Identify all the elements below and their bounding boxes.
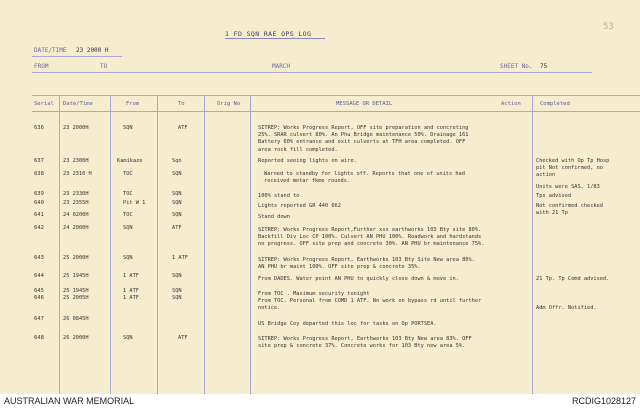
row-datetime: 24 2000H — [63, 225, 89, 231]
row-completed: Not confirmed checked with 21 Tp — [536, 203, 603, 217]
row-from: SQN — [123, 335, 133, 341]
row-to: ATF — [178, 335, 188, 341]
column-header-top-rule — [32, 95, 640, 96]
row-message: From DADES. Water point AN PHU to quickly close down & move in. — [258, 276, 459, 282]
col-header-completed: Completed — [540, 101, 570, 107]
col-divider — [157, 95, 158, 394]
column-header-bottom-rule — [32, 111, 640, 112]
col-header-from: From — [126, 101, 140, 107]
col-divider — [59, 95, 60, 394]
datetime-rule — [32, 56, 122, 57]
col-header-message: MESSAGE OR DETAIL — [336, 101, 393, 107]
to-label: TO — [100, 63, 108, 70]
col-header-orig-no: Orig No — [217, 101, 241, 107]
row-serial: 638 — [34, 171, 44, 177]
row-completed: Adm Offr. Notified. — [536, 305, 597, 312]
row-datetime: 23 2330H — [63, 191, 89, 197]
sheet-number: 75 — [540, 63, 548, 70]
row-completed: 21 Tp. Tp Comd advised. — [536, 276, 610, 282]
row-datetime: 24 0200H — [63, 212, 89, 218]
col-header-to: To — [178, 101, 185, 107]
row-serial: 648 — [34, 335, 44, 341]
row-message: 100% stand to — [258, 193, 300, 199]
row-message: SITREP: Works Progress Report, OFF site preparation and concreting 25%. SRAR culvert 80%. An Phu Bridge maintenance 50%. Drainage 161 Battery 60% entrance and exit culverts at TFH area completed. OFF area rock fill completed. — [258, 125, 469, 153]
row-serial: 643 — [34, 255, 44, 261]
header-rule — [32, 72, 592, 73]
row-serial: 645 646 — [34, 288, 44, 302]
row-datetime: 23 2355H — [63, 200, 89, 206]
row-serial: 640 — [34, 200, 44, 206]
row-message: Stand down — [258, 214, 290, 220]
title-underline — [225, 38, 325, 39]
col-divider — [532, 95, 533, 394]
sheet-label: SHEET No. — [500, 63, 533, 70]
row-message: Lights reported GR 440 662 — [258, 203, 341, 209]
row-serial: 644 — [34, 273, 44, 279]
log-title: 1 FD SQN RAE OPS LOG — [225, 30, 312, 38]
row-datetime: 26 0845H — [63, 316, 89, 322]
row-to: SQN — [172, 200, 182, 206]
row-datetime: 23 2300H — [63, 158, 89, 164]
row-from: 1 ATF 1 ATF — [123, 288, 139, 302]
row-datetime: 25 1945H — [63, 273, 89, 279]
row-to: SQN SQN — [172, 288, 182, 302]
row-from: Kamikaze — [117, 158, 143, 164]
col-divider — [204, 95, 205, 394]
row-completed: Tps advised — [536, 193, 572, 199]
row-serial: 642 — [34, 225, 44, 231]
col-divider — [110, 95, 111, 394]
row-to: ATF — [172, 225, 182, 231]
row-serial: 639 — [34, 191, 44, 197]
row-to: 1 ATF — [172, 255, 188, 261]
col-header-serial: Serial — [34, 101, 54, 107]
row-message: Warned to standby for lights off. Reports that one of units had received motar fkme rounds. — [264, 171, 465, 185]
row-message: Reported seeing lights on wire. — [258, 158, 357, 164]
row-from: SQN — [123, 225, 133, 231]
row-to: ATF — [178, 125, 188, 131]
from-label: FROM — [34, 63, 49, 70]
row-datetime: 26 2000H — [63, 335, 89, 341]
row-from: 1 ATF — [123, 273, 139, 279]
col-header-datetime: Date/Time — [63, 101, 93, 107]
corner-mark: 53 — [603, 22, 614, 32]
row-datetime: 25 1945H 25 2005H — [63, 288, 89, 302]
row-serial: 637 — [34, 158, 44, 164]
row-datetime: 23 2310 H — [63, 171, 92, 177]
row-from: Pit W 1 — [123, 200, 146, 206]
row-from: SQN — [123, 125, 133, 131]
month-label: MARCH — [272, 63, 291, 70]
archive-label: AUSTRALIAN WAR MEMORIAL — [4, 396, 135, 406]
col-header-action: Action — [501, 101, 521, 107]
row-from: SQN — [123, 255, 133, 261]
row-message: SITREP: Works Progress Report, Earthworks 103 Bty Site New area 80%. AN PHU br maint 100%. OFF site prep & concrete 35%. — [258, 257, 475, 271]
col-divider — [250, 95, 251, 394]
row-from: TOC — [123, 191, 133, 197]
datetime-value: 23 2000 H — [76, 47, 109, 54]
row-to: SQN — [172, 212, 182, 218]
row-serial: 647 — [34, 316, 44, 322]
row-from: TOC — [123, 212, 133, 218]
row-datetime: 25 2000H — [63, 255, 89, 261]
row-message: US Bridge Coy departed this loc for tasks on Op PORTSEA. — [258, 321, 437, 327]
row-message: From TOC . Maximum security tonight From TOC. Personal from COMD 1 ATF. No work on bypass rd until further notice. — [258, 291, 482, 312]
row-message: SITREP: Works Progress Report,Further xxx earthworks 103 Bty site 80%. Backfill Div Loc CP 100%. Culvert AN PHU 100%. Roadwork and hardstands no progress. OFF site prep and concrete 30%. AN PHU br maintenance 75%. — [258, 227, 485, 248]
row-to: SQN — [172, 273, 182, 279]
datetime-label: DATE/TIME — [34, 47, 67, 54]
row-serial: 641 — [34, 212, 44, 218]
row-to: Sqn — [172, 158, 182, 164]
row-to: SQN — [172, 191, 182, 197]
row-to: SQN — [172, 171, 182, 177]
row-datetime: 23 2000H — [63, 125, 89, 131]
row-completed: Checked with Op Tp Hosp pit Not confirmed, no action — [536, 158, 610, 179]
row-completed: Units were SAS, 1/83 — [536, 184, 600, 190]
row-from: TOC — [123, 171, 133, 177]
row-serial: 636 — [34, 125, 44, 131]
record-id: RCDIG1028127 — [571, 396, 636, 406]
row-message: SITREP: Works Progress Report, Earthworks 103 Bty New area 83%. OFF site prep & concrete 37%. Concrete works for 103 Bty new area 5%. — [258, 336, 472, 350]
